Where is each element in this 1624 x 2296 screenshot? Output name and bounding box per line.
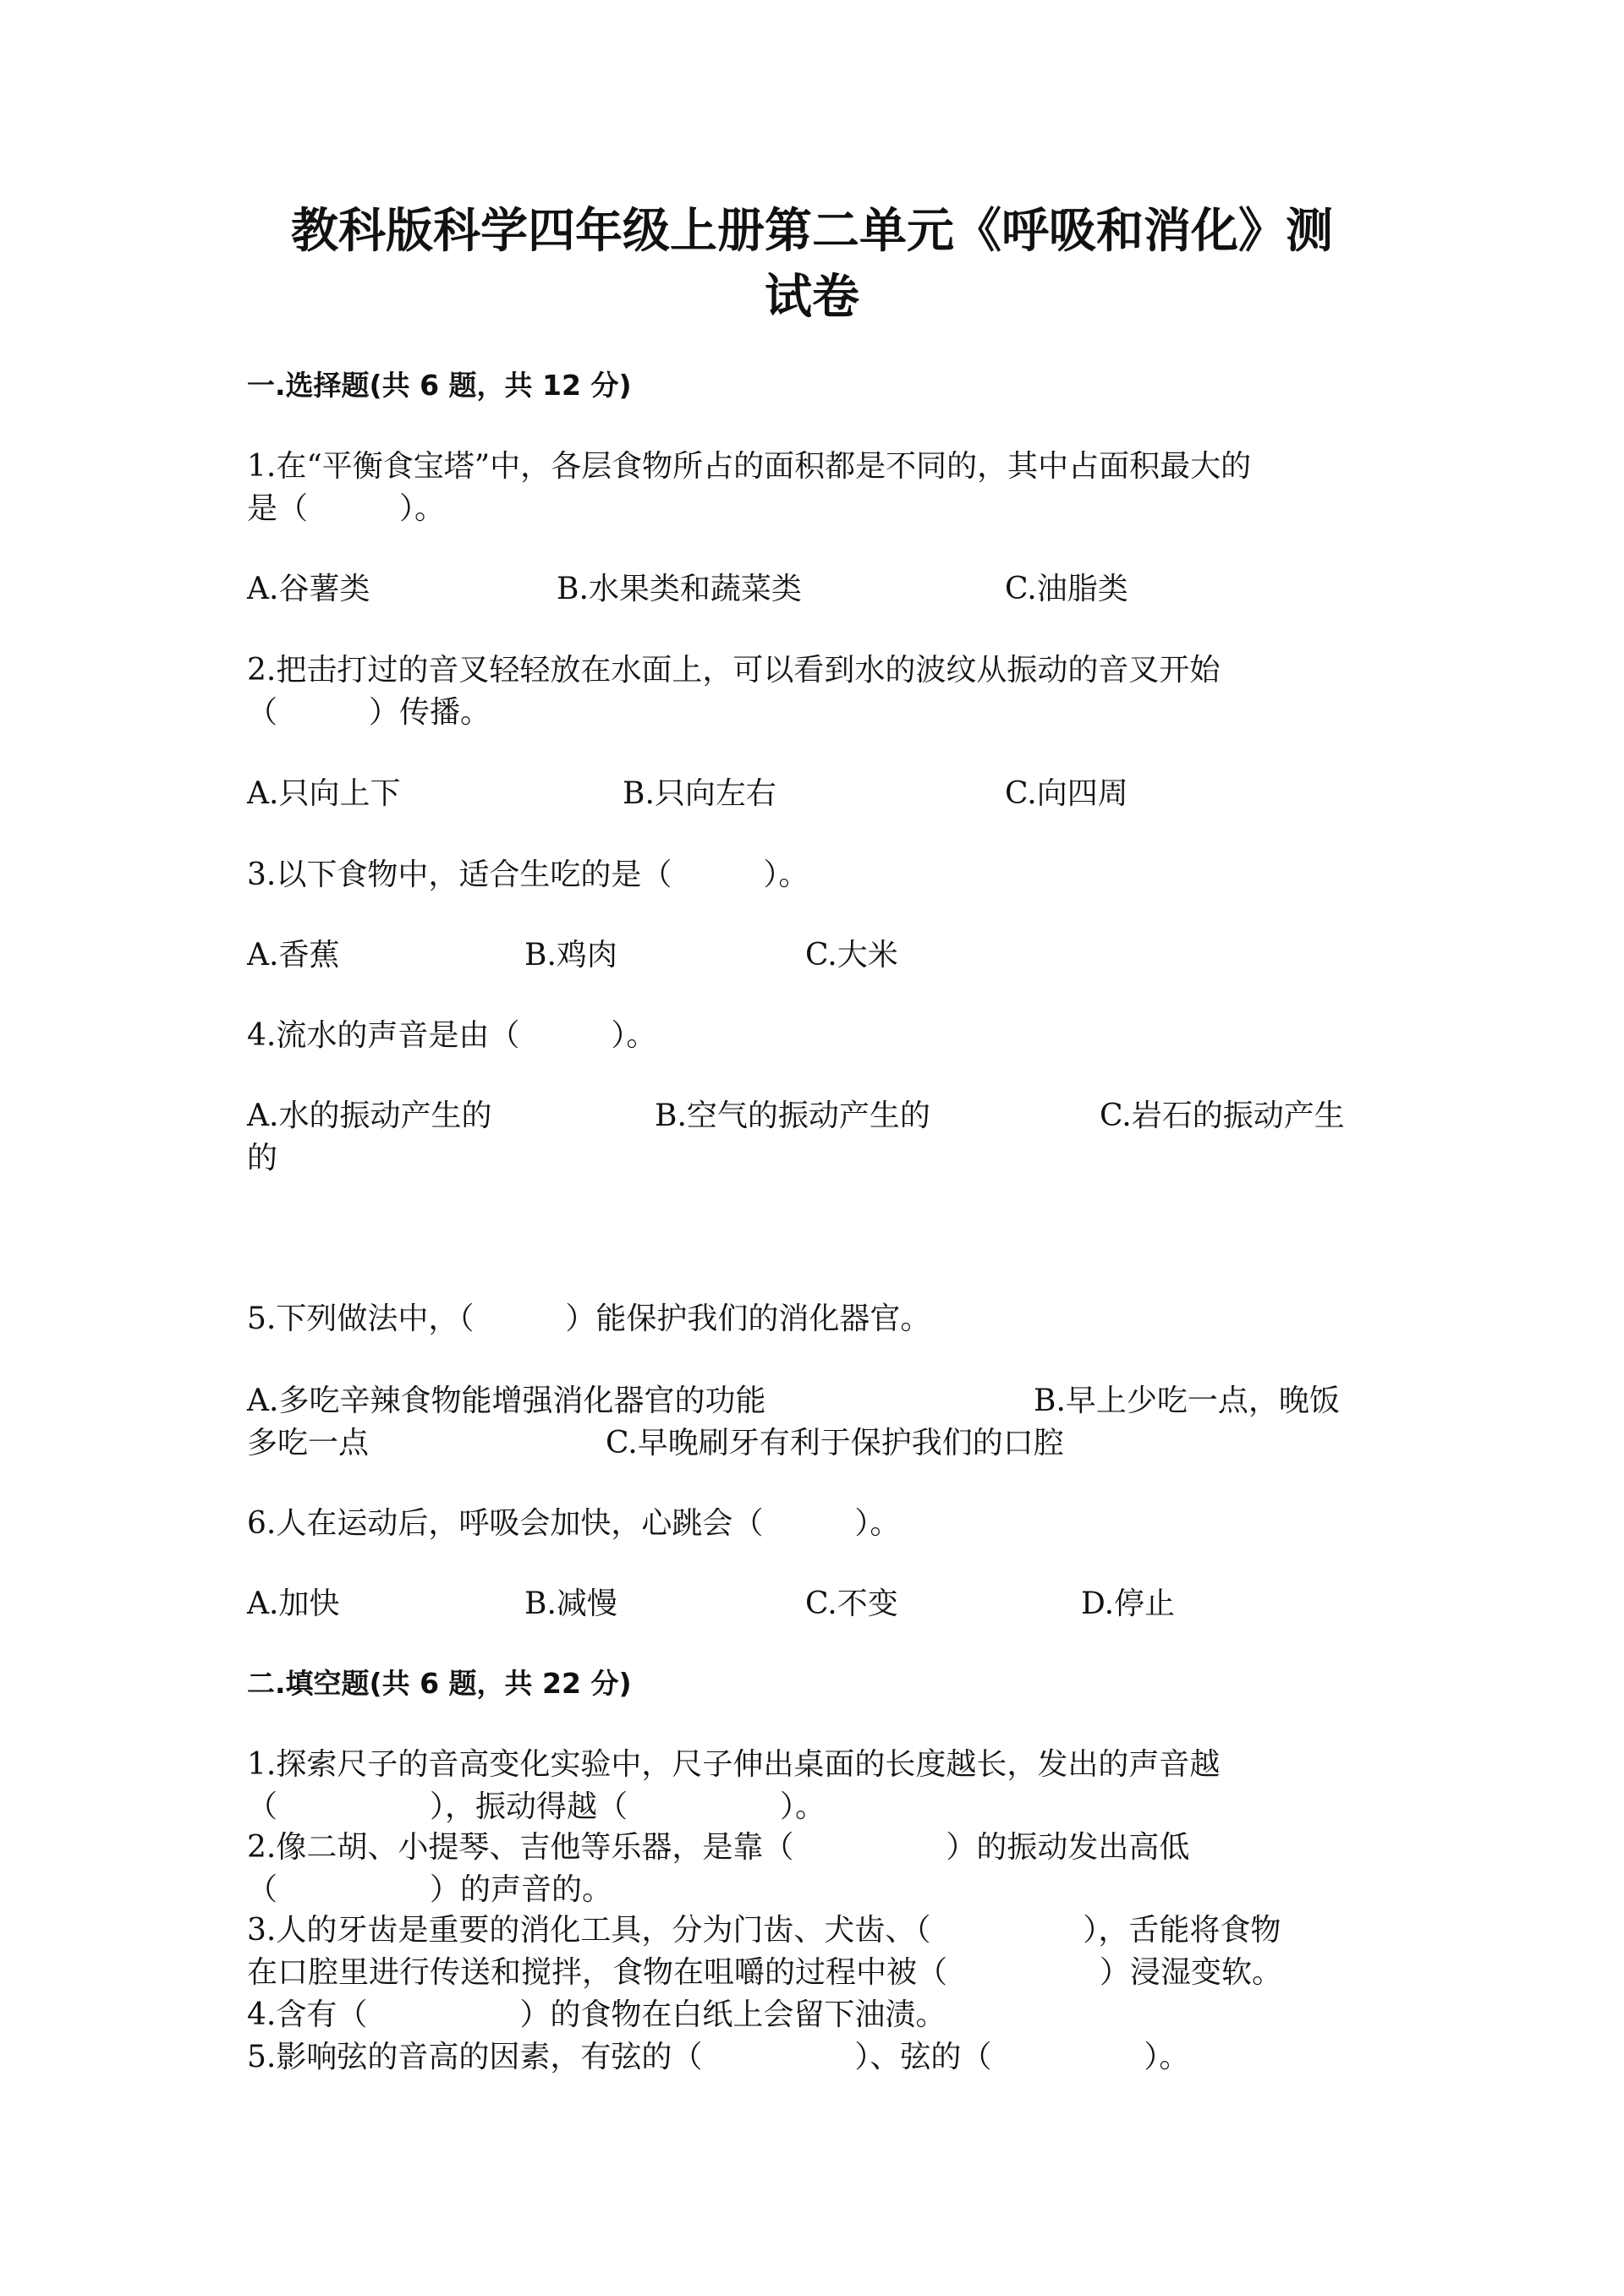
question-6-option-c: C.不变 bbox=[805, 1586, 898, 1621]
question-2-option-c: C.向四周 bbox=[1005, 776, 1128, 811]
question-3-option-b: B.鸡肉 bbox=[524, 938, 617, 973]
question-2-option-a: A.只向上下 bbox=[247, 776, 401, 811]
question-3-option-c: C.大米 bbox=[805, 938, 898, 973]
exam-title-line-2: 试卷 bbox=[765, 270, 859, 325]
question-2-stem-line-2: （ ）传播。 bbox=[247, 695, 491, 730]
question-5-stem: 5.下列做法中，（ ）能保护我们的消化器官。 bbox=[247, 1301, 931, 1336]
question-3-option-a: A.香蕉 bbox=[247, 938, 340, 973]
question-5-option-b-continued: 多吃一点 bbox=[247, 1426, 370, 1460]
question-6-stem: 6.人在运动后，呼吸会加快，心跳会（ ）。 bbox=[247, 1506, 901, 1541]
question-2-option-b: B.只向左右 bbox=[623, 776, 776, 811]
fill-4-line: 4.含有（ ）的食物在白纸上会留下油渍。 bbox=[247, 1997, 946, 2032]
question-1-option-c: C.油脂类 bbox=[1005, 572, 1128, 606]
question-5-option-a: A.多吃辛辣食物能增强消化器官的功能 bbox=[247, 1384, 766, 1418]
question-5-option-c: C.早晚刷牙有利于保护我们的口腔 bbox=[606, 1426, 1064, 1460]
question-2-stem-line-1: 2.把击打过的音叉轻轻放在水面上，可以看到水的波纹从振动的音叉开始 bbox=[247, 653, 1221, 688]
question-3-stem: 3.以下食物中，适合生吃的是（ ）。 bbox=[247, 858, 809, 892]
question-6-option-a: A.加快 bbox=[247, 1586, 340, 1621]
fill-1-line-1: 1.探索尺子的音高变化实验中，尺子伸出桌面的长度越长，发出的声音越 bbox=[247, 1747, 1221, 1782]
question-4-option-c-continued: 的 bbox=[247, 1141, 278, 1175]
question-1-stem-line-1: 1.在“平衡食宝塔”中，各层食物所占的面积都是不同的，其中占面积最大的 bbox=[247, 449, 1252, 484]
question-4-option-c: C.岩石的振动产生 bbox=[1100, 1099, 1345, 1133]
fill-2-line-1: 2.像二胡、小提琴、吉他等乐器，是靠（ ）的振动发出高低 bbox=[247, 1830, 1190, 1865]
question-4-option-b: B.空气的振动产生的 bbox=[655, 1099, 930, 1133]
question-6-option-b: B.减慢 bbox=[524, 1586, 617, 1621]
question-6-option-d: D.停止 bbox=[1081, 1586, 1176, 1621]
fill-1-line-2: （ ），振动得越（ ）。 bbox=[247, 1789, 826, 1824]
question-4-option-a: A.水的振动产生的 bbox=[247, 1099, 492, 1133]
question-1-stem-line-2: 是（ ）。 bbox=[247, 491, 446, 526]
exam-title-line-1: 教科版科学四年级上册第二单元《呼吸和消化》测 bbox=[291, 204, 1333, 259]
section-2-heading: 二.填空题(共 6 题，共 22 分) bbox=[247, 1667, 632, 1700]
question-1-option-a: A.谷薯类 bbox=[247, 572, 370, 606]
section-1-heading: 一.选择题(共 6 题，共 12 分) bbox=[247, 369, 632, 402]
question-1-option-b: B.水果类和蔬菜类 bbox=[557, 572, 802, 606]
fill-5-line: 5.影响弦的音高的因素，有弦的（ ）、弦的（ ）。 bbox=[247, 2040, 1190, 2074]
fill-2-line-2: （ ）的声音的。 bbox=[247, 1872, 613, 1907]
fill-3-line-2: 在口腔里进行传送和搅拌，食物在咀嚼的过程中被（ ）浸湿变软。 bbox=[247, 1955, 1283, 1990]
question-4-stem: 4.流水的声音是由（ ）。 bbox=[247, 1018, 657, 1053]
fill-3-line-1: 3.人的牙齿是重要的消化工具，分为门齿、犬齿、（ ），舌能将食物 bbox=[247, 1913, 1281, 1948]
question-5-option-b: B.早上少吃一点，晚饭 bbox=[1034, 1384, 1340, 1418]
